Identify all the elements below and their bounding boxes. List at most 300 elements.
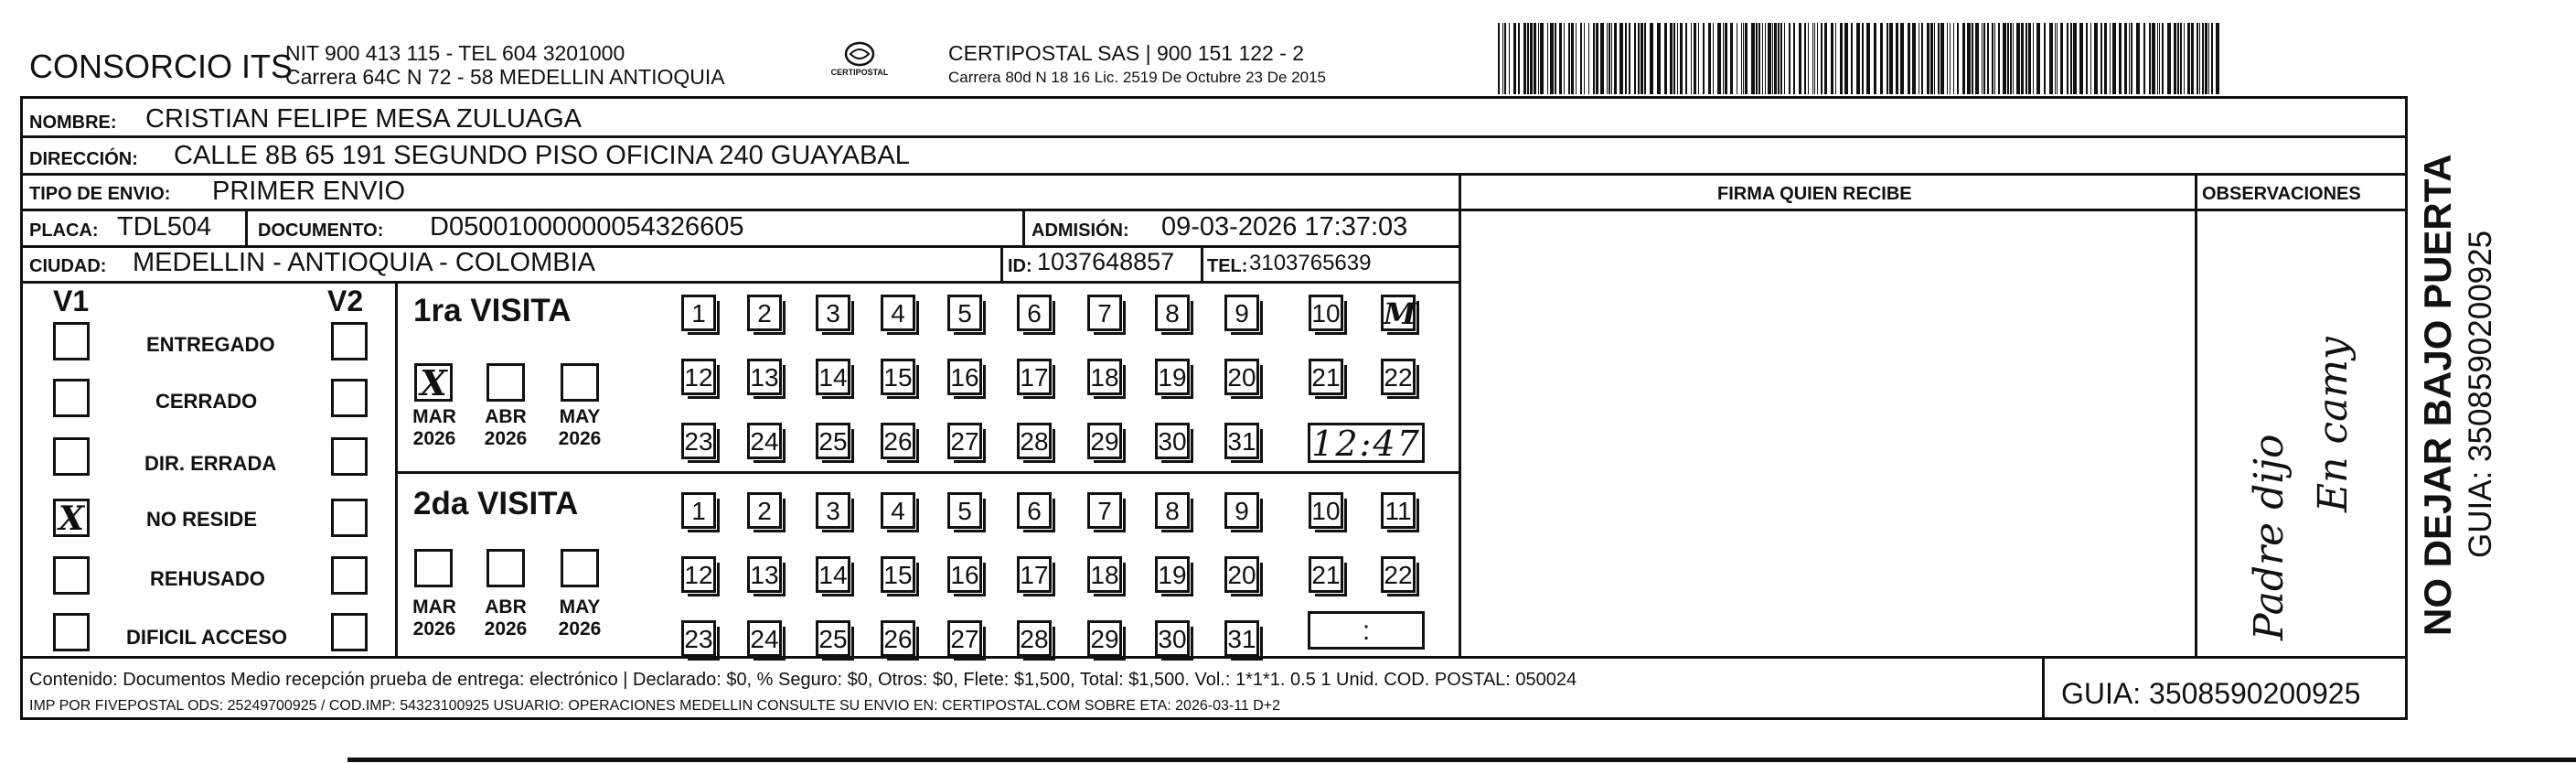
visit1-day-27[interactable]: 27 <box>947 423 982 459</box>
id-value: 1037648857 <box>1037 248 1175 275</box>
barcode-bar <box>1880 23 1883 94</box>
visit2-day-29[interactable]: 29 <box>1087 620 1122 657</box>
barcode-bar <box>2003 23 2006 94</box>
barcode-bar <box>2036 23 2040 94</box>
courier-line: CERTIPOSTAL SAS | 900 151 122 - 2 <box>948 41 1305 65</box>
barcode-bar <box>2044 23 2046 94</box>
barcode-bar <box>1962 23 1965 94</box>
visit2-day-25[interactable]: 25 <box>816 620 850 657</box>
visit1-month-mar-checkbox[interactable]: X <box>414 363 453 402</box>
certipostal-logo-icon <box>843 40 876 68</box>
admision-label: ADMISIÓN: <box>1031 220 1129 241</box>
barcode-bar <box>1814 23 1815 94</box>
observaciones-handwriting-line2: En camy <box>2310 337 2357 512</box>
barcode-bar <box>1927 23 1929 94</box>
barcode-bar <box>1821 23 1822 94</box>
barcode-bar <box>1518 23 1520 94</box>
visit1-day-22[interactable]: 22 <box>1381 359 1416 395</box>
visit2-day-18[interactable]: 18 <box>1087 556 1122 593</box>
barcode-bar <box>2010 23 2012 94</box>
nombre-value: CRISTIAN FELIPE MESA ZULUAGA <box>145 104 582 134</box>
v1-dificil-acceso-checkbox[interactable] <box>53 613 90 651</box>
status-dificil-acceso-label: DIFICIL ACCESO <box>126 626 288 649</box>
barcode-bar <box>1947 23 1948 94</box>
barcode-bar <box>1887 23 1888 94</box>
v2-cerrado-checkbox[interactable] <box>331 379 368 417</box>
barcode-bar <box>1550 23 1554 94</box>
visit1-day-26[interactable]: 26 <box>881 423 915 459</box>
v1-rehusado-checkbox[interactable] <box>53 556 90 595</box>
barcode-bar <box>1555 23 1556 94</box>
barcode-bar <box>1527 23 1529 94</box>
barcode-bar <box>1912 23 1916 94</box>
barcode-bar <box>1559 23 1562 94</box>
barcode-bar <box>2187 23 2190 94</box>
barcode-bar <box>1756 23 1758 94</box>
visit1-day-3[interactable]: 3 <box>816 295 850 331</box>
barcode-bar <box>2079 23 2083 94</box>
barcode-bar <box>1638 23 1640 94</box>
visit1-day-15[interactable]: 15 <box>881 359 915 395</box>
barcode-bar <box>1866 23 1870 94</box>
barcode-bar <box>1670 23 1673 94</box>
barcode-bar <box>2205 23 2207 94</box>
barcode-bar <box>1564 23 1565 94</box>
visit2-day-3[interactable]: 3 <box>816 492 850 529</box>
barcode-bar <box>2208 23 2209 94</box>
barcode-bar <box>2216 23 2219 94</box>
visit1-day-13[interactable]: 13 <box>747 359 782 395</box>
barcode-bar <box>2159 23 2160 94</box>
barcode-bar <box>1930 23 1933 94</box>
firma-label: FIRMA QUIEN RECIBE <box>1717 184 1912 204</box>
barcode-bar <box>1983 23 1985 94</box>
barcode-bar <box>1588 23 1589 94</box>
visit2-month-mar-label: MAR 2026 <box>412 596 456 639</box>
barcode-bar <box>1817 23 1818 94</box>
barcode-bar <box>2073 23 2077 94</box>
barcode-bar <box>2007 23 2009 94</box>
visit1-month-abr-label: ABR 2026 <box>484 406 528 449</box>
visit2-day-7[interactable]: 7 <box>1087 492 1122 529</box>
barcode-bar <box>1778 23 1780 94</box>
barcode-bar <box>2184 23 2185 94</box>
barcode-bar <box>2152 23 2155 94</box>
direccion-label: DIRECCIÓN: <box>29 149 138 169</box>
barcode-bar <box>2197 23 2198 94</box>
v1-dir-errada-checkbox[interactable] <box>53 437 90 476</box>
observaciones-area <box>2198 210 2405 653</box>
barcode-bar <box>1950 23 1951 94</box>
barcode-bar <box>1758 23 1760 94</box>
visit1-day-18[interactable]: 18 <box>1087 359 1122 395</box>
barcode-bar <box>1725 23 1727 94</box>
company-name: CONSORCIO ITS <box>29 48 294 85</box>
barcode-bar <box>1509 23 1510 94</box>
barcode-bar <box>1644 23 1646 94</box>
barcode-bar <box>1540 23 1544 94</box>
barcode-bar <box>1730 23 1733 94</box>
footer-imp: IMP POR FIVEPOSTAL ODS: 25249700925 / COD.IMP: 54323100925 USUARIO: OPERACIONES MEDELLIN CONSULTE SU ENVIO EN: CERTIPOSTAL.COM SOBRE ETA: 2026-03-11 D+2 <box>29 698 1281 714</box>
visit1-day-8[interactable]: 8 <box>1155 295 1190 331</box>
id-label: ID: <box>1008 256 1032 276</box>
barcode-bar <box>1745 23 1748 94</box>
visit2-day-22[interactable]: 22 <box>1381 556 1416 593</box>
barcode-bar <box>1576 23 1577 94</box>
barcode-icon <box>1498 23 2225 94</box>
v1-entregado-checkbox[interactable] <box>53 322 90 360</box>
barcode-bar <box>1921 23 1923 94</box>
visit2-time-box[interactable]: : <box>1308 611 1425 650</box>
barcode-bar <box>1703 23 1705 94</box>
visit2-day-16[interactable]: 16 <box>947 556 982 593</box>
barcode-bar <box>1568 23 1570 94</box>
v2-rehusado-checkbox[interactable] <box>331 556 368 595</box>
side-no-dejar-bajo-puerta: NO DEJAR BAJO PUERTA <box>2416 154 2459 636</box>
barcode-bar <box>2090 23 2091 94</box>
status-no-reside-label: NO RESIDE <box>146 508 258 531</box>
barcode-bar <box>1938 23 1940 94</box>
barcode-bar <box>2021 23 2024 94</box>
barcode-bar <box>1680 23 1683 94</box>
visit2-day-21[interactable]: 21 <box>1309 556 1343 593</box>
visit2-month-abr-checkbox[interactable] <box>486 549 525 587</box>
barcode-bar <box>1625 23 1627 94</box>
barcode-bar <box>1584 23 1585 94</box>
barcode-bar <box>1673 23 1675 94</box>
visit1-day-10[interactable]: 10 <box>1309 295 1343 331</box>
documento-value: D05001000000054326605 <box>430 212 744 242</box>
visit1-month-abr-checkbox[interactable] <box>486 363 525 402</box>
visit1-title: 1ra VISITA <box>413 293 572 328</box>
barcode-bar <box>1607 23 1608 94</box>
barcode-bar <box>2094 23 2098 94</box>
nit-line: NIT 900 413 115 - TEL 604 3201000 <box>285 41 625 65</box>
barcode-bar <box>1547 23 1548 94</box>
visit2-day-6[interactable]: 6 <box>1017 492 1052 529</box>
barcode-bar <box>2086 23 2088 94</box>
visit2-day-20[interactable]: 20 <box>1224 556 1259 593</box>
barcode-bar <box>1987 23 1989 94</box>
barcode-bar <box>2060 23 2063 94</box>
barcode-bar <box>2136 23 2140 94</box>
barcode-bar <box>1934 23 1935 94</box>
visit1-day-4[interactable]: 4 <box>881 295 915 331</box>
visit1-day-2[interactable]: 2 <box>747 295 782 331</box>
visit1-day-16[interactable]: 16 <box>947 359 982 395</box>
barcode-bar <box>1789 23 1790 94</box>
barcode-bar <box>2124 23 2127 94</box>
barcode-bar <box>1713 23 1714 94</box>
barcode-bar <box>1600 23 1604 94</box>
visit1-day-29[interactable]: 29 <box>1087 423 1122 459</box>
visit1-day-20[interactable]: 20 <box>1224 359 1259 395</box>
address-line: Carrera 64C N 72 - 58 MEDELLIN ANTIOQUIA <box>285 65 725 89</box>
visit2-day-4[interactable]: 4 <box>881 492 915 529</box>
visit2-month-may-checkbox[interactable] <box>561 549 599 587</box>
barcode-bar <box>1596 23 1598 94</box>
barcode-bar <box>1698 23 1699 94</box>
barcode-bar <box>2167 23 2171 94</box>
barcode-bar <box>2028 23 2031 94</box>
visit1-month-may-checkbox[interactable] <box>561 363 599 402</box>
visit1-day-19[interactable]: 19 <box>1155 359 1190 395</box>
ciudad-value: MEDELLIN - ANTIOQUIA - COLOMBIA <box>133 248 595 277</box>
barcode-bar <box>2174 23 2176 94</box>
visit1-month-mar-label: MAR 2026 <box>412 406 456 449</box>
barcode-bar <box>1768 23 1771 94</box>
barcode-bar <box>1619 23 1623 94</box>
tipo-envio-label: TIPO DE ENVIO: <box>29 184 171 204</box>
status-entregado-label: ENTREGADO <box>146 333 275 356</box>
barcode-bar <box>1641 23 1643 94</box>
direccion-value: CALLE 8B 65 191 SEGUNDO PISO OFICINA 240 GUAYABAL <box>174 141 910 170</box>
barcode-bar <box>1772 23 1773 94</box>
barcode-bar <box>1808 23 1809 94</box>
barcode-bar <box>1967 23 1971 94</box>
barcode-bar <box>1856 23 1860 94</box>
barcode-bar <box>1650 23 1653 94</box>
visit2-month-mar-checkbox[interactable] <box>414 549 453 587</box>
barcode-bar <box>1530 23 1533 94</box>
barcode-bar <box>1611 23 1612 94</box>
visit1-month-may-label: MAY 2026 <box>558 406 602 449</box>
v2-label: V2 <box>327 285 364 317</box>
barcode-bar <box>1896 23 1898 94</box>
visit2-day-13[interactable]: 13 <box>747 556 782 593</box>
side-guia: GUIA: 3508590200925 <box>2463 230 2498 558</box>
barcode-bar <box>1580 23 1582 94</box>
visit1-day-28[interactable]: 28 <box>1017 423 1052 459</box>
visit1-day-6[interactable]: 6 <box>1017 295 1052 331</box>
visit1-day-23[interactable]: 23 <box>681 423 716 459</box>
visit2-day-11[interactable]: 11 <box>1381 492 1416 529</box>
barcode-bar <box>2180 23 2182 94</box>
visit1-time-box[interactable]: 12:47 <box>1308 423 1425 463</box>
visit2-day-27[interactable]: 27 <box>947 620 982 657</box>
barcode-bar <box>2119 23 2122 94</box>
barcode-bar <box>1694 23 1696 94</box>
visit2-month-abr-label: ABR 2026 <box>484 596 528 639</box>
tel-label: TEL: <box>1207 256 1248 276</box>
visit1-day-9[interactable]: 9 <box>1224 295 1259 331</box>
barcode-bar <box>1723 23 1724 94</box>
visit2-day-5[interactable]: 5 <box>947 492 982 529</box>
ciudad-label: CIUDAD: <box>29 256 107 276</box>
barcode-bar <box>1889 23 1893 94</box>
visit2-day-14[interactable]: 14 <box>816 556 850 593</box>
barcode-bar <box>1908 23 1910 94</box>
barcode-bar <box>1609 23 1610 94</box>
v2-dificil-acceso-checkbox[interactable] <box>331 613 368 651</box>
barcode-bar <box>1851 23 1853 94</box>
barcode-bar <box>1812 23 1813 94</box>
barcode-bar <box>2202 23 2204 94</box>
barcode-bar <box>1972 23 1973 94</box>
barcode-bar <box>1762 23 1763 94</box>
barcode-bar <box>2129 23 2130 94</box>
v2-entregado-checkbox[interactable] <box>331 322 368 360</box>
bottom-edge-line <box>347 758 2576 762</box>
barcode-bar <box>2131 23 2132 94</box>
barcode-bar <box>2157 23 2158 94</box>
barcode-bar <box>1751 23 1755 94</box>
visit2-day-26[interactable]: 26 <box>881 620 915 657</box>
placa-label: PLACA: <box>29 220 99 241</box>
tipo-envio-value: PRIMER ENVIO <box>212 177 406 206</box>
barcode-bar <box>2110 23 2111 94</box>
barcode-bar <box>2100 23 2102 94</box>
firma-signature-area[interactable] <box>1463 210 2191 653</box>
visit1-day-7[interactable]: 7 <box>1087 295 1122 331</box>
observaciones-handwriting-line1: Padre dijo <box>2246 434 2293 640</box>
barcode-bar <box>2049 23 2053 94</box>
v1-cerrado-checkbox[interactable] <box>53 379 90 417</box>
status-rehusado-label: REHUSADO <box>150 567 265 590</box>
visit2-day-15[interactable]: 15 <box>881 556 915 593</box>
barcode-bar <box>1593 23 1595 94</box>
barcode-bar <box>1538 23 1539 94</box>
v1-no-reside-checkbox[interactable]: X <box>53 499 90 537</box>
barcode-bar <box>1664 23 1667 94</box>
tel-value: 3103765639 <box>1249 251 1372 275</box>
barcode-bar <box>2026 23 2027 94</box>
visit2-month-may-label: MAY 2026 <box>558 596 602 639</box>
visit2-day-10[interactable]: 10 <box>1309 492 1343 529</box>
visit1-day-17[interactable]: 17 <box>1017 359 1052 395</box>
courier-address: Carrera 80d N 18 16 Lic. 2519 De Octubre 23 De 2015 <box>948 69 1326 86</box>
visit2-day-1[interactable]: 1 <box>681 492 716 529</box>
barcode-bar <box>1691 23 1692 94</box>
visit1-day-21[interactable]: 21 <box>1309 359 1343 395</box>
barcode-bar <box>1677 23 1678 94</box>
barcode-bar <box>2067 23 2068 94</box>
visit1-day-1[interactable]: 1 <box>681 295 716 331</box>
barcode-bar <box>2199 23 2200 94</box>
barcode-bar <box>1685 23 1687 94</box>
barcode-bar <box>1534 23 1536 94</box>
status-cerrado-label: CERRADO <box>155 390 258 413</box>
barcode-bar <box>1774 23 1777 94</box>
observaciones-label: OBSERVACIONES <box>2202 184 2361 204</box>
barcode-bar <box>1998 23 2000 94</box>
admision-value: 09-03-2026 17:37:03 <box>1161 212 1408 242</box>
barcode-bar <box>1634 23 1636 94</box>
barcode-bar <box>1793 23 1795 94</box>
barcode-bar <box>1975 23 1979 94</box>
nombre-label: NOMBRE: <box>29 113 117 133</box>
visit1-day-5[interactable]: 5 <box>947 295 982 331</box>
barcode-bar <box>1780 23 1782 94</box>
barcode-bar <box>1835 23 1836 94</box>
barcode-bar <box>1824 23 1827 94</box>
barcode-bar <box>1513 23 1516 94</box>
v2-dir-errada-checkbox[interactable] <box>331 437 368 476</box>
barcode-bar <box>1799 23 1801 94</box>
barcode-bar <box>2143 23 2145 94</box>
visit1-day-31[interactable]: 31 <box>1224 423 1259 459</box>
visit1-day-30[interactable]: 30 <box>1155 423 1190 459</box>
barcode-bar <box>1992 23 1993 94</box>
footer-guia: GUIA: 3508590200925 <box>2061 677 2361 710</box>
visit1-day-12[interactable]: 12 <box>681 359 716 395</box>
barcode-bar <box>2055 23 2056 94</box>
barcode-bar <box>1862 23 1864 94</box>
barcode-bar <box>1844 23 1848 94</box>
visit2-day-23[interactable]: 23 <box>681 620 716 657</box>
visit2-day-12[interactable]: 12 <box>681 556 716 593</box>
visit2-day-30[interactable]: 30 <box>1155 620 1190 657</box>
barcode-bar <box>1953 23 1954 94</box>
certipostal-logo-text: CERTIPOSTAL <box>830 68 889 77</box>
visit2-day-24[interactable]: 24 <box>747 620 782 657</box>
visit2-day-9[interactable]: 9 <box>1224 492 1259 529</box>
barcode-bar <box>1629 23 1630 94</box>
status-dir-errada-label: DIR. ERRADA <box>144 452 277 475</box>
barcode-bar <box>2057 23 2058 94</box>
visit2-title: 2da VISITA <box>413 486 579 521</box>
footer-contenido: Contenido: Documentos Medio recepción prueba de entrega: electrónico | Declarado: $0, % Seguro: $0, Otros: $0, Flete: $1,500, Total: $1,500. Vol.: 1*1*1. 0.5 1 Unid. COD. POSTAL: 050024 <box>29 670 1577 690</box>
barcode-bar <box>1743 23 1744 94</box>
barcode-bar <box>2149 23 2151 94</box>
barcode-bar <box>1994 23 1995 94</box>
barcode-bar <box>2191 23 2194 94</box>
barcode-bar <box>2033 23 2034 94</box>
v2-no-reside-checkbox[interactable] <box>331 499 368 537</box>
barcode-bar <box>1614 23 1617 94</box>
barcode-bar <box>1957 23 1959 94</box>
visit2-day-8[interactable]: 8 <box>1155 492 1190 529</box>
barcode-bar <box>1741 23 1742 94</box>
v1-label: V1 <box>53 285 90 317</box>
barcode-bar <box>2112 23 2116 94</box>
barcode-bar <box>2211 23 2213 94</box>
visit1-day-14[interactable]: 14 <box>816 359 850 395</box>
documento-label: DOCUMENTO: <box>258 220 384 241</box>
barcode-bar <box>1900 23 1904 94</box>
barcode-bar <box>1657 23 1661 94</box>
visit1-day-25[interactable]: 25 <box>816 423 850 459</box>
barcode-bar <box>1523 23 1526 94</box>
barcode-bar <box>2070 23 2072 94</box>
certipostal-logo <box>828 40 892 91</box>
barcode-bar <box>2162 23 2164 94</box>
visit2-day-17[interactable]: 17 <box>1017 556 1052 593</box>
barcode-bar <box>1708 23 1711 94</box>
visit2-day-28[interactable]: 28 <box>1017 620 1052 657</box>
visit2-day-31[interactable]: 31 <box>1224 620 1259 657</box>
barcode-bar <box>2016 23 2020 94</box>
barcode-bar <box>1840 23 1843 94</box>
barcode-bar <box>1940 23 1944 94</box>
visit2-day-19[interactable]: 19 <box>1155 556 1190 593</box>
barcode-bar <box>1982 23 1983 94</box>
visit2-day-2[interactable]: 2 <box>747 492 782 529</box>
barcode-bar <box>1831 23 1833 94</box>
barcode-bar <box>1784 23 1785 94</box>
barcode-bar <box>1804 23 1806 94</box>
visit1-day-24[interactable]: 24 <box>747 423 782 459</box>
placa-value: TDL504 <box>117 212 212 242</box>
barcode-bar <box>2013 23 2014 94</box>
barcode-bar <box>1874 23 1876 94</box>
barcode-bar <box>2104 23 2107 94</box>
barcode-bar <box>1504 23 1506 94</box>
barcode-bar <box>1498 23 1500 94</box>
visit1-day-11-marked[interactable]: M <box>1381 295 1416 331</box>
barcode-bar <box>1765 23 1766 94</box>
barcode-bar <box>1502 23 1503 94</box>
